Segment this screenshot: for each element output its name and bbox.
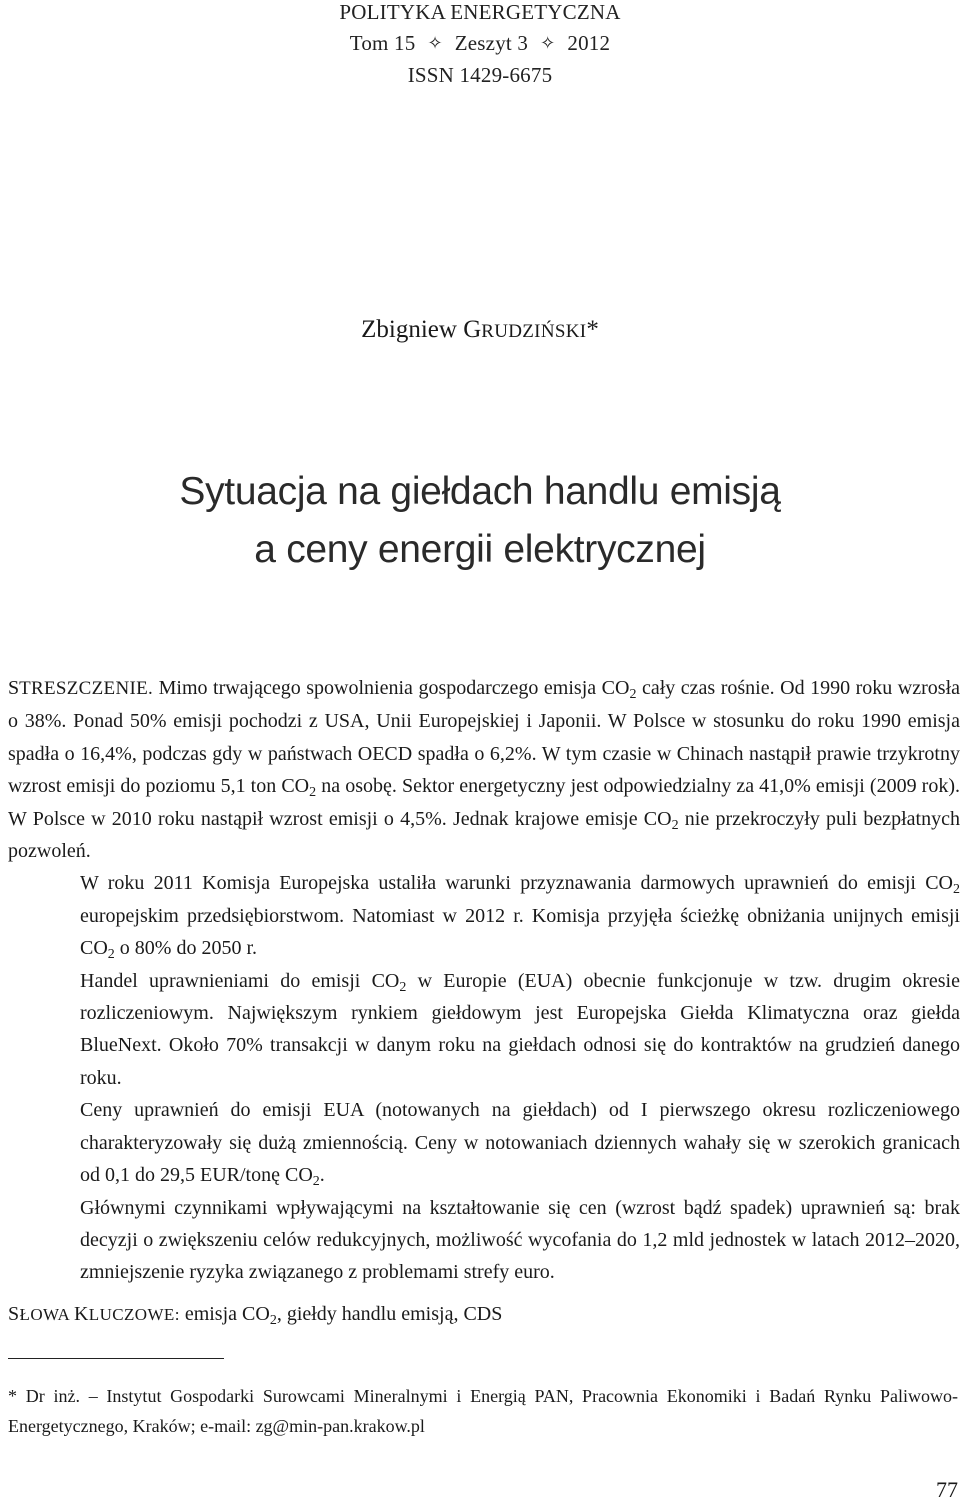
journal-volume: Tom 15 — [349, 31, 416, 55]
keywords-label: SŁOWA KLUCZOWE: — [8, 1303, 180, 1325]
article-title-line-2: a ceny energii elektrycznej — [254, 528, 706, 571]
abstract-paragraph-4: Ceny uprawnień do emisji EUA (notowanych na giełdach) od I pierwszego okresu rozliczeniowego charakteryzowały się dużą zmiennością. Ceny w notowaniach dziennych wahały się w szerokich granicach od 0,1 do 29,5 EUR/tonę $CO_2$. — [80, 1099, 960, 1190]
abstract-paragraph-3: Handel uprawnieniami do emisji $CO_2$ w Europie (EUA) obecnie funkcjonuje w tzw. drugim okresie rozliczeniowym. Największym rynkiem giełdowym jest Europejska Giełda Klimatyczna oraz giełda BlueNext. Około 70% transakcji w danym roku na giełdach odnosi się do kontraktów na grudzień danego roku. — [80, 969, 960, 1089]
journal-name: POLITYKA ENERGETYCZNA — [339, 0, 621, 24]
abstract-paragraph-2: W roku 2011 Komisja Europejska ustaliła warunki przyznawania darmowych uprawnień do emisji $CO_2$ europejskim przedsiębiorstwom. Natomiast w 2012 r. Komisja przyjęła ścieżkę obniżania unijnych emisji $CO_2$ o 80% do 2050 r. — [80, 872, 960, 963]
journal-year: 2012 — [567, 31, 611, 55]
article-title-line-1: Sytuacja na giełdach handlu emisją — [179, 470, 781, 513]
author-first-name: Zbigniew — [361, 316, 464, 343]
article-title — [0, 463, 960, 579]
abstract-paragraph-1: STRESZCZENIE. Mimo trwającego spowolnienia gospodarczego emisja $CO_2$ cały czas rośnie. Od 1990 roku wzrosła o 38%. Ponad 50% emisji pochodzi z USA, Unii Europejskiej i Japonii. W Polsce w stosunku do roku 1990 emisja spadła o 16,4%, podczas gdy w państwach OECD spadła o 6,2%. W tym czasie w Chinach nastąpił prawie trzykrotny wzrost emisji do poziomu 5,1 ton $CO_2$ na osobę. Sektor energetyczny jest odpowiedzialny za 41,0% emisji (2009 rok). W Polsce w 2010 roku nastąpił wzrost emisji o 4,5%. Jednak krajowe emisje $CO_2$ nie przekroczyły puli bezpłatnych pozwoleń. — [8, 677, 960, 863]
four-point-star-icon: ✧ — [540, 33, 556, 53]
page-number: 77 — [936, 1477, 958, 1502]
footnote — [8, 1381, 958, 1441]
footnote-divider — [8, 1358, 224, 1359]
four-point-star-icon: ✧ — [427, 33, 443, 53]
abstract-label: STRESZCZENIE. — [8, 677, 154, 699]
abstract-paragraph-5: Głównymi czynnikami wpływającymi na kształtowanie się cen (wzrost bądź spadek) uprawnień są: brak decyzji o zwiększeniu celów redukcyjnych, możliwość wycofania do 1,2 mld jednostek w latach 2012–2020, zmniejszenie ryzyka związanego z problemami strefy euro. — [80, 1196, 960, 1284]
footnote-text: * Dr inż. – Instytut Gospodarki Surowcami Mineralnymi i Energią PAN, Pracownia Ekonomiki i Badań Rynku Paliwowo-Energetycznego, Kraków; e-mail: zg@min-pan.krakow.pl — [8, 1386, 958, 1436]
journal-issue-line — [0, 31, 960, 56]
journal-issn: ISSN 1429-6675 — [407, 63, 553, 87]
author-last-name-rest: RUDZIŃSKI — [481, 321, 587, 342]
author-last-initial: G — [463, 316, 482, 343]
author-footnote-mark: * — [586, 316, 599, 343]
abstract — [8, 672, 960, 1289]
keywords: SŁOWA KLUCZOWE: emisja $CO_2$, giełdy handlu emisją, CDS — [8, 1303, 503, 1328]
journal-issue: Zeszyt 3 — [454, 31, 529, 55]
author-name — [0, 316, 960, 344]
